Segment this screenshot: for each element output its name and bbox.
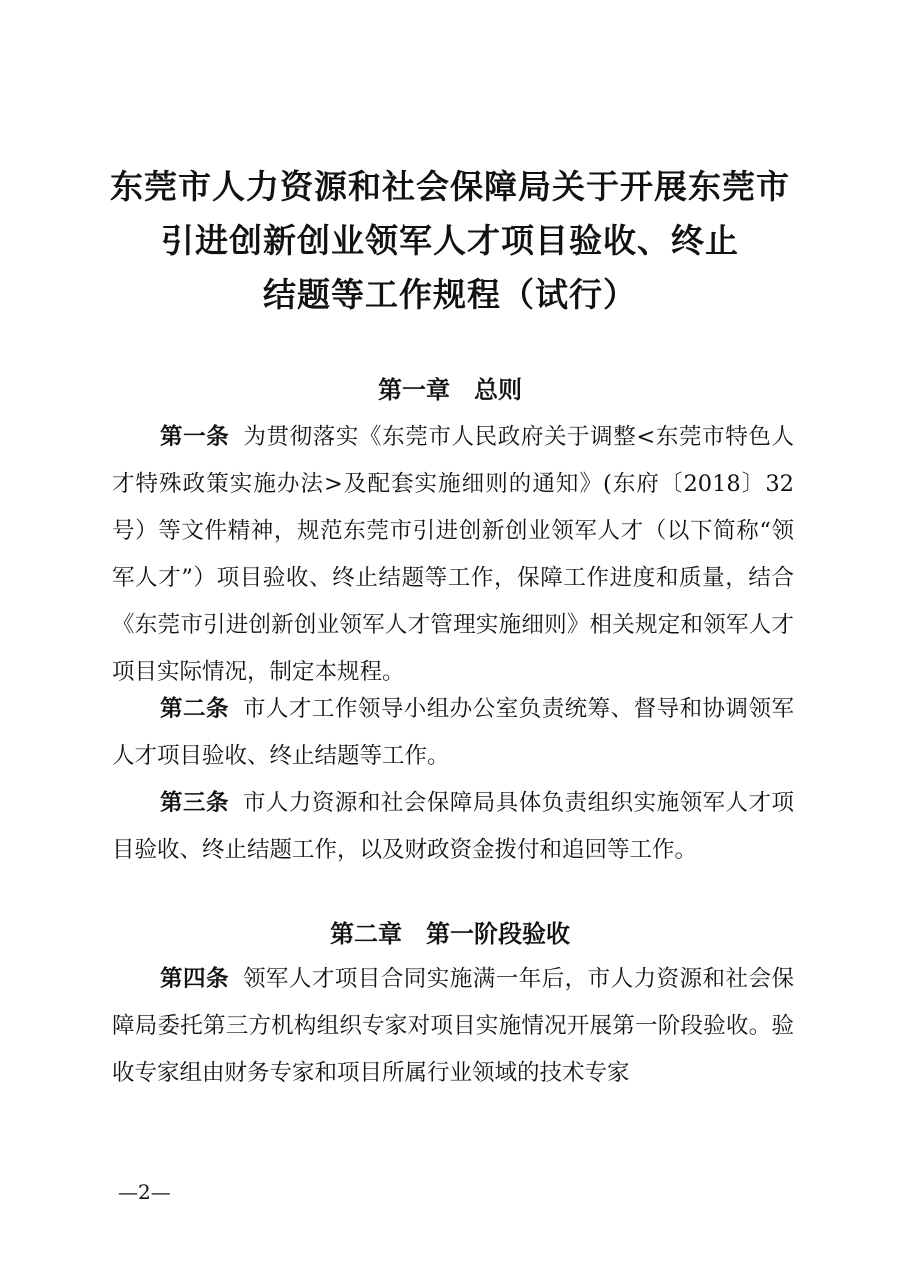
chapter-1-number: 第一章 xyxy=(378,376,450,404)
chapter-2-heading xyxy=(0,918,900,950)
document-title xyxy=(90,160,810,322)
article-3-text: 市人力资源和社会保障局具体负责组织实施领军人才项目验收、终止结题工作，以及财政资金拨付和追回等工作。 xyxy=(112,790,794,863)
article-1-label: 第一条 xyxy=(160,424,230,450)
chapter-2-name: 第一阶段验收 xyxy=(426,920,570,948)
article-2-label: 第二条 xyxy=(160,696,229,722)
title-line-2: 引进创新创业领军人才项目验收、终止 xyxy=(161,221,739,260)
article-1 xyxy=(112,414,794,696)
title-line-3: 结题等工作规程（试行） xyxy=(263,275,637,314)
page-number: —2— xyxy=(118,1180,171,1204)
chapter-1-heading xyxy=(0,374,900,406)
article-4-text: 领军人才项目合同实施满一年后，市人力资源和社会保障局委托第三方机构组织专家对项目实施情况开展第一阶段验收。验收专家组由财务专家和项目所属行业领域的技术专家 xyxy=(112,966,794,1086)
article-3 xyxy=(112,780,794,874)
title-line-1: 东莞市人力资源和社会保障局关于开展东莞市 xyxy=(110,167,790,206)
article-4 xyxy=(112,956,794,1097)
article-4-label: 第四条 xyxy=(160,966,229,992)
chapter-2-number: 第二章 xyxy=(330,920,402,948)
article-3-label: 第三条 xyxy=(160,790,229,816)
article-2 xyxy=(112,686,794,780)
article-1-text: 为贯彻落实《东莞市人民政府关于调整<东莞市特色人才特殊政策实施办法>及配套实施细则的通知》(东府〔2018〕32 号）等文件精神，规范东莞市引进创新创业领军人才（以下简称“领军人才”）项目验收、终止结题等工作，保障工作进度和质量，结合《东莞市引进创新创业领军人才管理实施细则》相关规定和领军人才项目实际情况，制定本规程。 xyxy=(112,424,794,685)
article-2-text: 市人才工作领导小组办公室负责统筹、督导和协调领军人才项目验收、终止结题等工作。 xyxy=(112,696,794,769)
chapter-1-name: 总则 xyxy=(474,376,522,404)
